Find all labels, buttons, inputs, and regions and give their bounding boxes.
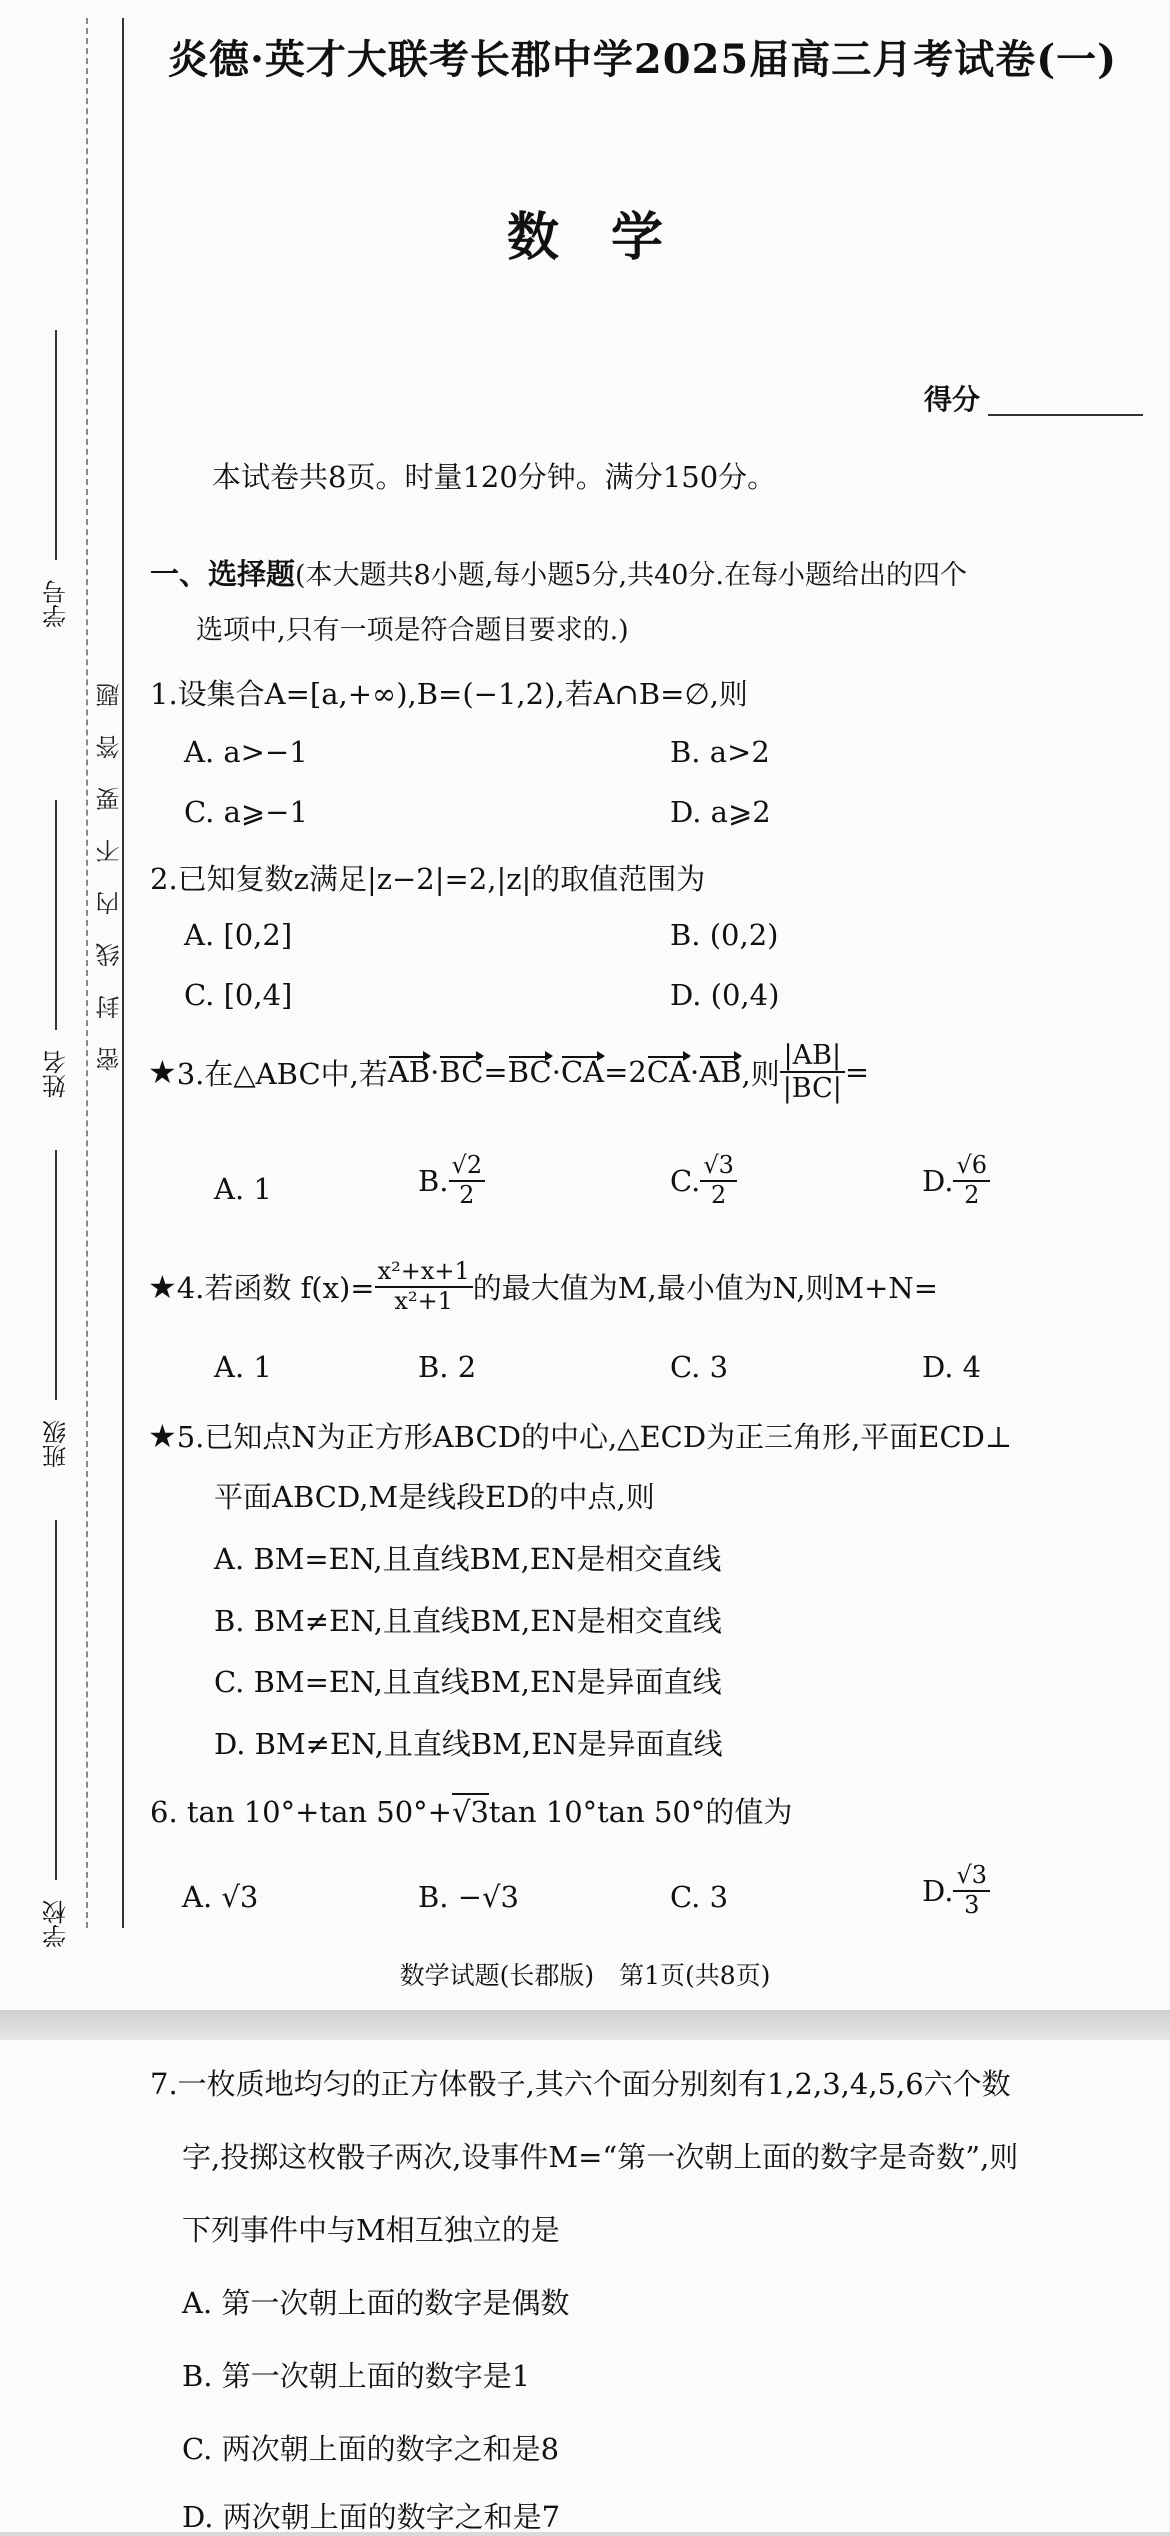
q1-option-a[interactable]: A. a>−1 [184, 735, 308, 769]
q5-option-b[interactable]: B. BM≠EN,且直线BM,EN是相交直线 [214, 1604, 722, 1638]
question-3-stem: ★ 3.在△ABC中,若 AB · BC = BC · CA =2 CA · AB ,则 $\frac{|AB|}{|BC|}$ = [148, 1040, 870, 1105]
question-5-stem: ★5.已知点N为正方形ABCD的中心,△ECD为正三角形,平面ECD⊥ [148, 1417, 1013, 1455]
q7-option-a[interactable]: A. 第一次朝上面的数字是偶数 [182, 2286, 570, 2320]
q4-option-a[interactable]: A. 1 [214, 1350, 272, 1384]
school-field[interactable]: 学校 [36, 1520, 76, 1948]
q6-option-d[interactable]: D. $\frac{√3}{3}$ [922, 1862, 990, 1919]
seal-warning-text: 密封线内不要答题 [96, 655, 124, 1071]
star-icon: ★ [148, 1267, 177, 1306]
exam-page-2 [0, 2040, 1170, 2532]
subject-title: 数 学 [506, 208, 663, 268]
q4-option-c[interactable]: C. 3 [670, 1350, 729, 1384]
exam-intro: 本试卷共8页。时量120分钟。满分150分。 [212, 460, 777, 494]
q3-option-c[interactable]: C. $\frac{√3}{2}$ [670, 1152, 737, 1209]
q5-option-c[interactable]: C. BM=EN,且直线BM,EN是异面直线 [214, 1665, 722, 1699]
section-heading: 一、选择题(本大题共8小题,每小题5分,共40分.在每小题给出的四个 [150, 557, 968, 591]
q1-option-b[interactable]: B. a>2 [670, 735, 770, 769]
exam-title: 炎德·英才大联考长郡中学2025届高三月考试卷(一) [168, 36, 1118, 83]
name-field[interactable]: 姓名 [36, 800, 76, 1098]
binding-dashed-line [86, 18, 88, 1928]
q7-option-c[interactable]: C. 两次朝上面的数字之和是8 [182, 2432, 560, 2466]
question-2-stem: 2.已知复数z满足|z−2|=2,|z|的取值范围为 [150, 862, 706, 896]
question-6-stem: 6. tan 10°+tan 50°+√3tan 10°tan 50°的值为 [150, 1795, 793, 1829]
school-line [55, 1520, 57, 1880]
score-label: 得分 [924, 383, 981, 416]
q4-option-d[interactable]: D. 4 [922, 1350, 982, 1384]
q6-option-a[interactable]: A. √3 [182, 1880, 259, 1914]
page-footer: 数学试题(长郡版) 第1页(共8页) [399, 1961, 771, 1990]
score-blank[interactable] [988, 414, 1143, 416]
q7-option-b[interactable]: B. 第一次朝上面的数字是1 [182, 2359, 531, 2393]
q3-option-d[interactable]: D. $\frac{√6}{2}$ [922, 1152, 990, 1209]
student-id-line [55, 330, 57, 560]
q2-option-b[interactable]: B. (0,2) [670, 918, 779, 952]
question-5-stem-cont: 平面ABCD,M是线段ED的中点,则 [214, 1480, 655, 1514]
star-icon: ★ [148, 1417, 177, 1455]
student-id-field[interactable]: 学号 [36, 330, 76, 628]
question-7-stem: 7.一枚质地均匀的正方体骰子,其六个面分别刻有1,2,3,4,5,6六个数 [150, 2067, 1011, 2101]
q7-option-d[interactable]: D. 两次朝上面的数字之和是7 [182, 2500, 561, 2534]
class-line [55, 1150, 57, 1400]
q2-option-a[interactable]: A. [0,2] [184, 918, 293, 952]
question-7-stem-end: 下列事件中与M相互独立的是 [182, 2213, 560, 2247]
q2-option-c[interactable]: C. [0,4] [184, 978, 293, 1012]
q3-option-b[interactable]: B. $\frac{√2}{2}$ [418, 1152, 485, 1209]
section-note: 选项中,只有一项是符合题目要求的.) [196, 615, 629, 646]
star-icon: ★ [148, 1053, 177, 1092]
q6-option-b[interactable]: B. −√3 [418, 1880, 519, 1914]
q1-option-d[interactable]: D. a⩾2 [670, 795, 771, 829]
q1-option-c[interactable]: C. a⩾−1 [184, 795, 308, 829]
q3-option-a[interactable]: A. 1 [214, 1172, 272, 1206]
q6-option-c[interactable]: C. 3 [670, 1880, 729, 1914]
name-line [55, 800, 57, 1030]
q5-option-a[interactable]: A. BM=EN,且直线BM,EN是相交直线 [214, 1542, 722, 1576]
q2-option-d[interactable]: D. (0,4) [670, 978, 780, 1012]
page-gap [0, 2010, 1170, 2040]
ratio-fraction: $\frac{|AB|}{|BC|}$ [780, 1040, 845, 1104]
q5-option-d[interactable]: D. BM≠EN,且直线BM,EN是异面直线 [214, 1727, 723, 1761]
question-4-stem: ★ 4.若函数 f(x)= $\frac{\text{x²+x+1}}{\text{x²+1}}$ 的最大值为M,最小值为N,则M+N= [148, 1257, 939, 1315]
question-7-stem-cont: 字,投掷这枚骰子两次,设事件M=“第一次朝上面的数字是奇数”,则 [182, 2140, 1019, 2174]
class-field[interactable]: 班级 [36, 1150, 76, 1468]
question-1-stem: 1.设集合A=[a,+∞),B=(−1,2),若A∩B=∅,则 [150, 677, 748, 711]
q4-option-b[interactable]: B. 2 [418, 1350, 477, 1384]
function-fraction: $\frac{\text{x²+x+1}}{\text{x²+1}}$ [375, 1258, 473, 1315]
